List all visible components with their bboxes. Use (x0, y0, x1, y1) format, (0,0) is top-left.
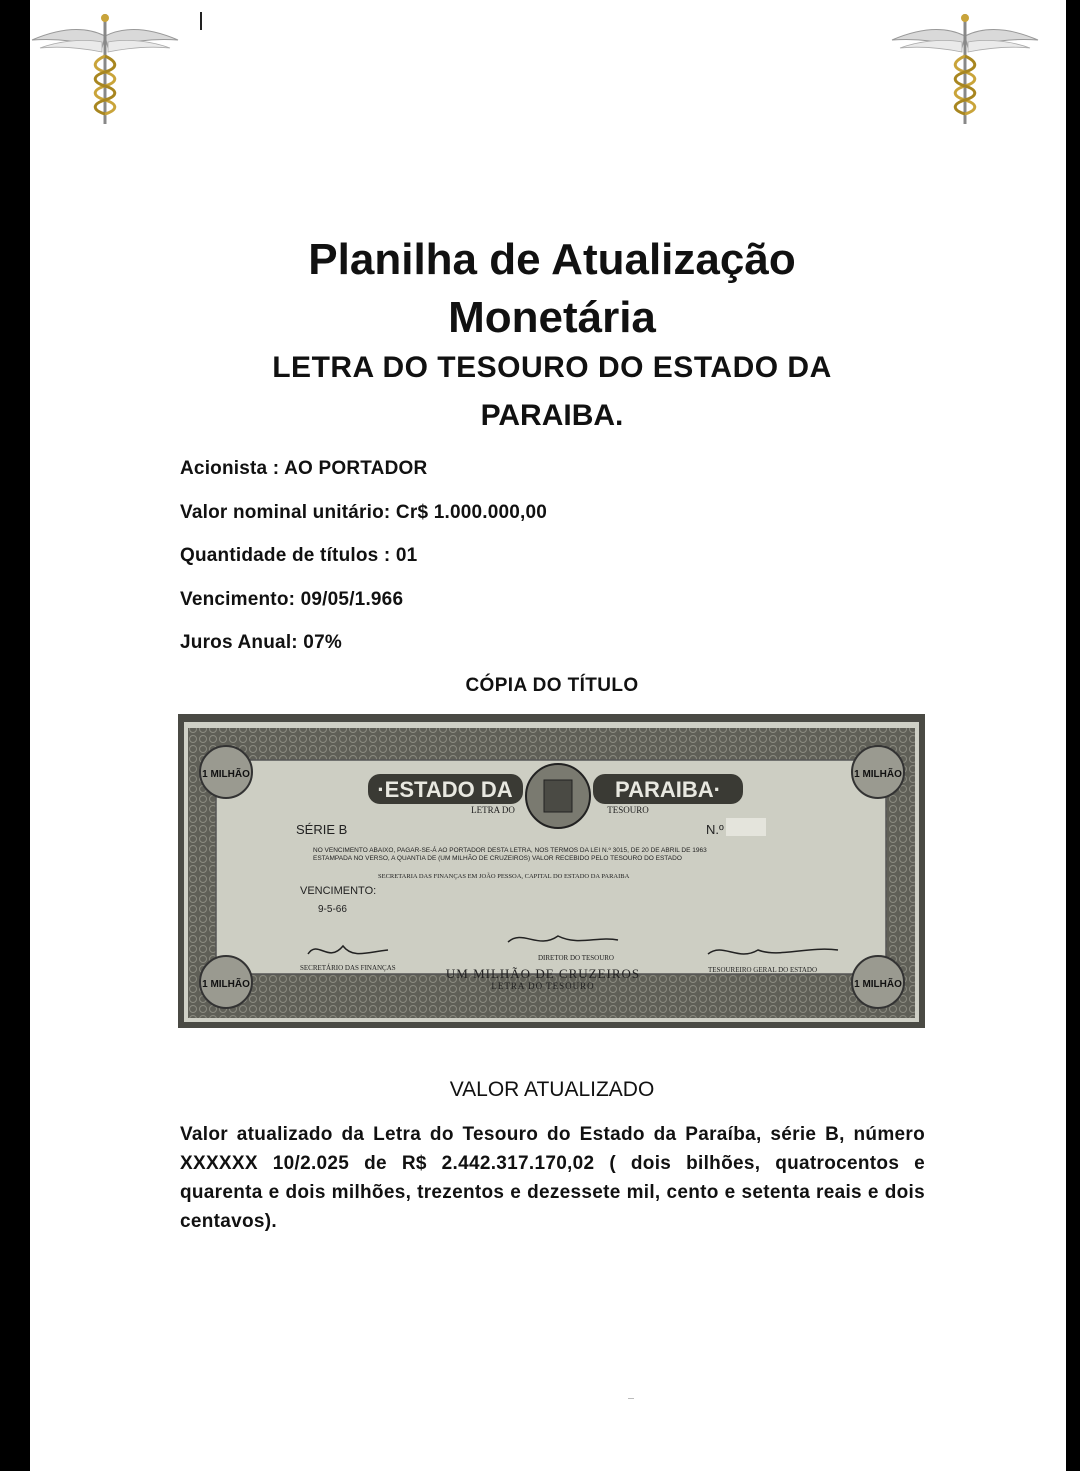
scan-mark (200, 12, 202, 30)
note-text-line2: ESTAMPADA NO VERSO, A QUANTIA DE (UM MILHÃO DE CRUZEIROS) VALOR RECEBIDO PELO TESOURO DO ESTADO (313, 855, 682, 862)
field-vencimento: Vencimento: 09/05/1.966 (180, 589, 404, 610)
sig-right-label: TESOUREIRO GERAL DO ESTADO (708, 966, 818, 974)
valor-paragraph: Valor atualizado da Letra do Tesouro do Estado da Paraíba, série B, número XXXXXX 10/2.025 de R$ 2.442.317.170,02 ( dois bilhões, quatrocentos e quarenta e dois milhões, trezentos e dezessete mil, cento e setenta reais e dois centavos). (180, 1124, 925, 1232)
caduceus-icon (30, 8, 180, 128)
note-text-line1: NO VENCIMENTO ABAIXO, PAGAR-SE-Á AO PORTADOR DESTA LETRA, NOS TERMOS DA LEI N.º 3015, DE 20 DE ABRIL DE 1963 (313, 847, 707, 854)
field-juros: Juros Anual: 07% (180, 632, 342, 653)
field-valor-nominal: Valor nominal unitário: Cr$ 1.000.000,00 (180, 502, 548, 523)
document-title: Planilha de Atualização (308, 235, 796, 284)
document-subtitle-line2: PARAIBA. (480, 399, 624, 432)
sig-left-label: SECRETÁRIO DAS FINANÇAS (300, 964, 396, 972)
redacted-number (726, 818, 766, 836)
serie-label: SÉRIE B (296, 822, 348, 837)
valor-heading: VALOR ATUALIZADO (449, 1078, 655, 1101)
document-title-line2: Monetária (448, 293, 656, 342)
letra-do: LETRA DO (471, 805, 515, 815)
banner-paraiba: PARAIBA· (615, 777, 721, 802)
tesouro: TESOURO (607, 805, 649, 815)
treasury-note-image (178, 714, 925, 1028)
field-acionista: Acionista : AO PORTADOR (180, 458, 428, 479)
banner-estado: ·ESTADO DA (377, 777, 513, 802)
corner-label: 1 MILHÃO (202, 979, 250, 990)
field-quantidade: Quantidade de títulos : 01 (180, 545, 418, 566)
note-text-line3: SECRETARIA DAS FINANÇAS EM JOÃO PESSOA, CAPITAL DO ESTADO DA PARAIBA (378, 873, 630, 880)
corner-label: 1 MILHÃO (202, 769, 250, 780)
document-subtitle: LETRA DO TESOURO DO ESTADO DA (272, 351, 832, 384)
sig-center-label: DIRETOR DO TESOURO (538, 954, 614, 962)
vencimento-label: VENCIMENTO: (300, 885, 377, 897)
scan-mark (628, 1398, 634, 1399)
corner-label: 1 MILHÃO (854, 979, 902, 990)
vencimento-value: 9-5-66 (318, 904, 347, 915)
caduceus-icon (890, 8, 1040, 128)
corner-label: 1 MILHÃO (854, 769, 902, 780)
letra-do-tesouro: LETRA DO TESOURO (491, 981, 595, 991)
valor-extenso: UM MILHÃO DE CRUZEIROS (445, 966, 641, 981)
numero-label: N.º (706, 822, 724, 837)
copy-heading: CÓPIA DO TÍTULO (465, 675, 639, 696)
document-page (30, 0, 1066, 1471)
